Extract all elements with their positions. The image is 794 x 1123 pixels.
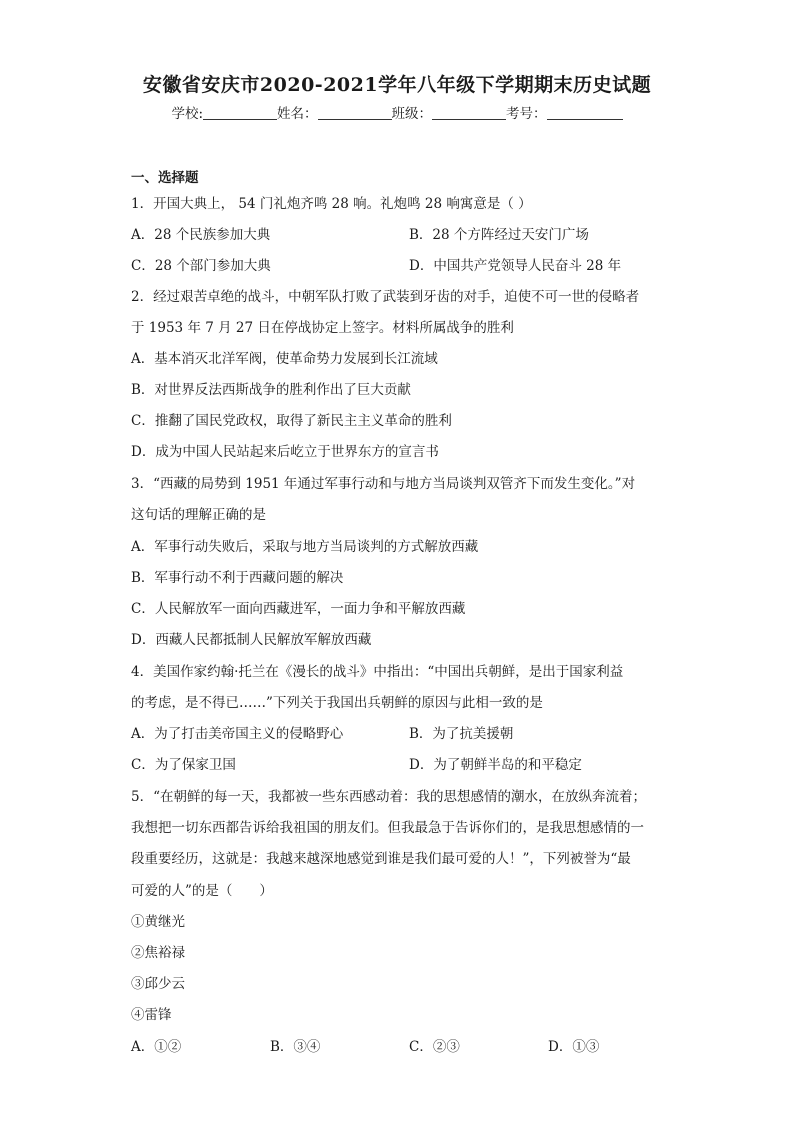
- exam-no-label: 考号：: [506, 106, 547, 122]
- q5-option-a: A．①②: [131, 1039, 182, 1055]
- class-label: 班级：: [391, 106, 433, 122]
- q5-stem-line1: 5．“在朝鲜的每一天，我都被一些东西感动着：我的思想感情的潮水，在放纵奔流着；: [131, 789, 646, 805]
- q2-option-b: B．对世界反法西斯战争的胜利作出了巨大贡献: [131, 382, 411, 398]
- q3-option-a: A．军事行动失败后，采取与地方当局谈判的方式解放西藏: [131, 539, 479, 555]
- q2-option-a: A．基本消灭北洋军阀，使革命势力发展到长江流域: [131, 351, 438, 367]
- school-label: 学校:: [171, 106, 204, 122]
- q5-item-2: ②焦裕禄: [131, 945, 185, 961]
- student-info-row: [0, 102, 794, 122]
- q3-stem-line2: 这句话的理解正确的是: [131, 507, 266, 523]
- q4-stem-line2: 的考虑，是不得已……”下列关于我国出兵朝鲜的原因与此相一致的是: [131, 695, 543, 711]
- q5-item-1: ①黄继光: [131, 914, 185, 930]
- q4-option-d: D．为了朝鲜半岛的和平稳定: [409, 757, 582, 773]
- q3-option-d: D．西藏人民都抵制人民解放军解放西藏: [131, 632, 372, 648]
- section-heading: 一、选择题: [131, 170, 199, 186]
- q5-option-b: B．③④: [270, 1039, 321, 1055]
- q1-option-d: D．中国共产党领导人民奋斗 28 年: [409, 258, 622, 274]
- q2-stem-line1: 2．经过艰苦卓绝的战斗，中朝军队打败了武装到牙齿的对手，迫使不可一世的侵略者: [131, 289, 640, 305]
- q3-option-b: B．军事行动不利于西藏问题的解决: [131, 570, 344, 586]
- class-blank: [432, 105, 506, 120]
- school-blank: [203, 105, 277, 120]
- q1-stem: 1．开国大典上， 54 门礼炮齐鸣 28 响。礼炮鸣 28 响寓意是（ ）: [131, 196, 532, 212]
- q1-option-a: A．28 个民族参加大典: [131, 227, 271, 243]
- q4-option-a: A．为了打击美帝国主义的侵略野心: [131, 726, 344, 742]
- q3-option-c: C．人民解放军一面向西藏进军，一面力争和平解放西藏: [131, 601, 466, 617]
- q1-option-c: C．28 个部门参加大典: [131, 258, 271, 274]
- q2-stem-line2: 于 1953 年 7 月 27 日在停战协定上签字。材料所属战争的胜利: [131, 320, 514, 336]
- q5-option-c: C．②③: [409, 1039, 460, 1055]
- q3-stem-line1: 3．“西藏的局势到 1951 年通过军事行动和与地方当局谈判双管齐下而发生变化。”对: [131, 476, 636, 492]
- q5-stem-line3: 段重要经历，这就是：我越来越深地感觉到谁是我们最可爱的人！”，下列被誉为“最: [131, 851, 631, 867]
- q5-item-3: ③邱少云: [131, 976, 185, 992]
- name-blank: [318, 105, 392, 120]
- name-label: 姓名：: [277, 106, 318, 122]
- q1-option-b: B．28 个方阵经过天安门广场: [409, 227, 589, 243]
- q5-option-d: D．①③: [548, 1039, 600, 1055]
- q4-option-c: C．为了保家卫国: [131, 757, 236, 773]
- q5-stem-line2: 我想把一切东西都告诉给我祖国的朋友们。但我最急于告诉你们的，是我思想感情的一: [131, 820, 644, 836]
- q2-option-d: D．成为中国人民站起来后屹立于世界东方的宣言书: [131, 444, 439, 460]
- q4-stem-line1: 4．美国作家约翰·托兰在《漫长的战斗》中指出：“中国出兵朝鲜，是出于国家利益: [131, 664, 624, 680]
- q5-stem-line4: 可爱的人”的是（ ）: [131, 883, 273, 899]
- page-title: 安徽省安庆市2020-2021学年八年级下学期期末历史试题: [142, 74, 652, 96]
- q5-item-4: ④雷锋: [131, 1007, 172, 1023]
- q4-option-b: B．为了抗美援朝: [409, 726, 514, 742]
- exam-no-blank: [547, 105, 623, 120]
- q2-option-c: C．推翻了国民党政权，取得了新民主主义革命的胜利: [131, 413, 452, 429]
